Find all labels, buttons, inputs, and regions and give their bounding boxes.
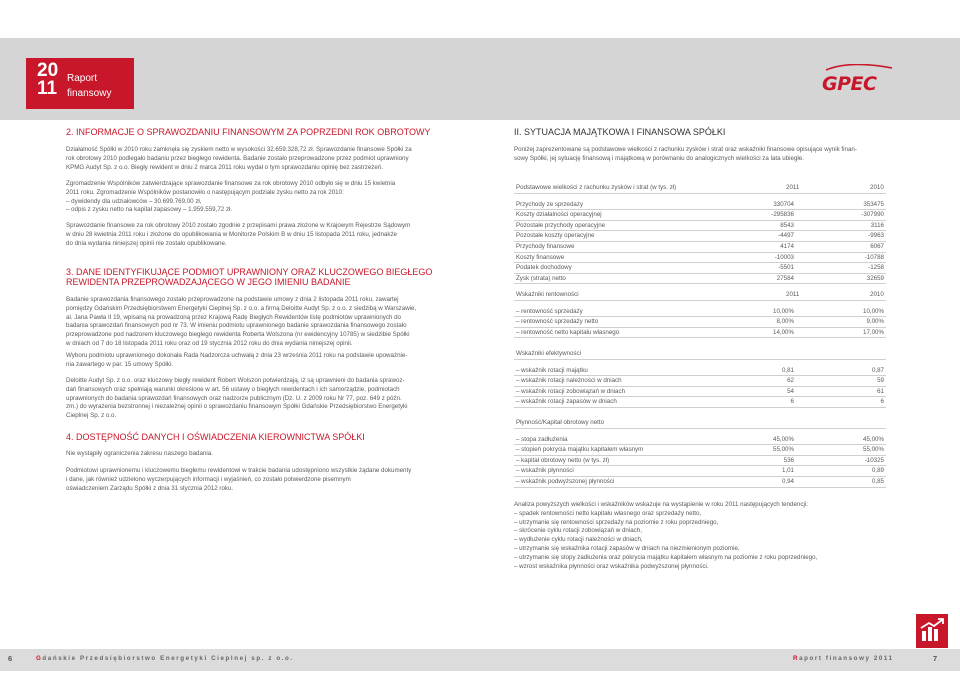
text-line: i dane, jak również udzielono wyczerpujących informacji i wyjaśnień, co zostało potwierdzone pisemnym (66, 475, 351, 483)
section-3-paragraph-1 (66, 296, 446, 349)
page-number-left: 6 (8, 654, 13, 663)
text-line: – utrzymanie się rentowności sprzedaży na poziomie z roku poprzedniego, (514, 518, 719, 526)
table-header-row (514, 290, 886, 301)
text-line: oświadczeniem Zarządu Spółki z dnia 31 stycznia 2012 roku. (66, 484, 234, 492)
section-3-title-line-1: 3. DANE IDENTYFIKUJĄCE PODMIOT UPRAWNIONY ORAZ KLUCZOWEGO BIEGŁEGO (66, 267, 433, 277)
table-row: – wskaźnik rotacji zapasów w dniach 6 6 (514, 397, 886, 408)
profitability-table (514, 290, 886, 338)
text-line: Działalność Spółki w 2010 roku zamknęła się zyskiem netto w wysokości 32.659.328,72 zł. Sprawozdanie finansowe Spółki za (66, 146, 412, 153)
text-line: Poniżej zaprezentowane są podstawowe wielkości z rachunku zysków i strat oraz wskaźniki finansowe opisujące wynik finan- (514, 146, 857, 153)
text-line: badania sprawozdań finansowych pod nr 73. W imieniu podmiotu uprawnionego badanie sprawozdania finansowego zostało (66, 322, 407, 330)
gpec-logo-text: GPEC (822, 73, 877, 95)
table-header-2011: 2011 (786, 291, 800, 298)
text-line: – odpis z zysku netto na kapitał zapasowy – 1.959.559,72 zł. (66, 206, 233, 214)
table-row: – wskaźnik rotacji majątku 0,81 0,87 (514, 366, 886, 377)
table-row: – wskaźnik podwyższonej płynności 0,94 0,85 (514, 477, 886, 488)
text-line: – utrzymanie się stopy zadłużenia oraz pokrycia majątku kapitałem własnym na poziomie z roku poprzedniego, (514, 553, 818, 561)
table-row: Pozostałe przychody operacyjne 8543 3116 (514, 221, 886, 232)
footer-report-title: Raport finansowy 2011 (793, 655, 894, 662)
table-header-label: Wskaźniki efektywności (516, 350, 581, 357)
gpec-logo (820, 64, 898, 100)
text-line: – dywidendy dla udziałowców – 30.699.769,00 zł, (66, 197, 202, 205)
text-line: pomiędzy Gdańskim Przedsiębiorstwem Energetyki Cieplnej Sp. z o.o. a firmą Deloitte Audyt Sp. z o.o. z siedzibą w Warszawie, (66, 304, 417, 312)
text-line: – spadek rentowności netto kapitału własnego oraz sprzedaży netto, (514, 509, 702, 517)
table-row: – wskaźnik rotacji zobowiązań w dniach 54 61 (514, 387, 886, 398)
logo-word-top: Raport (67, 73, 98, 84)
text-line: nia zawartego w par. 15 umowy Spółki. (66, 360, 173, 368)
table-row: – kapitał obrotowy netto (w tys. zł) 536 -10325 (514, 456, 886, 467)
page-number-right: 7 (933, 654, 938, 663)
text-line: Podmiotowi uprawnionemu i kluczowemu biegłemu rewidentowi w trakcie badania udostępniono wszystkie żądane dokumenty (66, 467, 412, 474)
text-line: zm.) do wyrażenia bezstronnej i niezależnej opinii o sprawozdaniu finansowym Spółki Gdańskie Przedsiębiorstwo Energetyki (66, 403, 408, 411)
table-row: – rentowność netto kapitału własnego 14,00% 17,00% (514, 328, 886, 339)
table-row: Koszty finansowe -10003 -10788 (514, 253, 886, 264)
table-header-label: Płynność/Kapitał obrotowy netto (516, 419, 605, 426)
text-line: – skrócenie cyklu rotacji zobowiązań w dniach, (514, 527, 642, 535)
table-header-2011: 2011 (786, 184, 800, 191)
text-line: Cieplnej Sp. z o.o. (66, 412, 117, 420)
text-line: – utrzymanie się wskaźnika rotacji zapasów w dniach na niezmienionym poziomie, (514, 544, 740, 552)
table-row: Pozostałe koszty operacyjne -4497 -9963 (514, 231, 886, 242)
section-2-paragraph-1 (66, 146, 446, 172)
logo-word-bottom: finansowy (67, 88, 112, 99)
analysis-summary (514, 501, 894, 571)
text-line: Sprawozdanie finansowe za rok obrotowy 2010 zostało zgodnie z przepisami prawa złożone w Krajowym Rejestrze Sądowym (66, 222, 411, 229)
table-row: – wskaźnik płynności 1,01 0,89 (514, 466, 886, 477)
table-header-label: Wskaźniki rentowności (516, 291, 579, 298)
table-row: Zysk (strata) netto 27584 32659 (514, 274, 886, 285)
section-4-paragraph-2 (66, 467, 446, 493)
table-row: – stopień pokrycia majątku kapitałem własnym 55,00% 55,00% (514, 445, 886, 456)
section-3-title-line-2: REWIDENTA PRZEPROWADZAJĄCEGO W JEGO IMIENIU BADANIE (66, 277, 351, 287)
text-line: Badanie sprawozdania finansowego zostało przeprowadzone na podstawie umowy z dnia 2 listopada 2011 roku, zawartej (66, 296, 399, 303)
text-line: w dniu 28 kwietnia 2011 roku i złożone do opublikowania w Monitorze Polskim B w dniu 15 listopada 2011 roku, jednakże (66, 230, 397, 238)
table-header-row (514, 183, 886, 194)
section-3-paragraph-3 (66, 377, 446, 421)
text-line: KPMG Audyt Sp. z o.o. Biegły rewident w dniu 2 marca 2011 roku wydał o tym sprawozdaniu opinię bez zastrzeżeń. (66, 163, 383, 171)
table-row: Koszty działalności operacyjnej -295836 -307990 (514, 210, 886, 221)
table-row: – rentowność sprzedaży netto 8,00% 9,00% (514, 317, 886, 328)
text-line: Deloitte Audyt Sp. z o.o. oraz kluczowy biegły rewident Robert Wolszon potwierdzają, iż są uprawnieni do badania sprawoz- (66, 377, 405, 384)
income-statement-table (514, 183, 886, 284)
section-ii-intro (514, 146, 894, 164)
logo-year-bottom: 11 (37, 78, 58, 99)
report-logo (26, 58, 134, 109)
table-header-row (514, 418, 886, 429)
text-line: w dniach od 7 do 18 listopada 2011 roku oraz od 19 stycznia 2012 roku do dnia wydania niniejszej opinii. (66, 339, 353, 347)
table-row: Podatek dochodowy -5501 -1258 (514, 263, 886, 274)
table-header-row (514, 349, 886, 360)
logo-year-top: 20 (37, 60, 59, 81)
text-line: dań finansowych oraz spełniają warunki określone w art. 56 ustawy o biegłych rewidentach i ich samorządzie, podmiotach (66, 385, 400, 393)
text-line: al. Jana Pawła II 19, wpisaną na prowadzoną przez Krajową Radę Biegłych Rewidentów listę podmiotów uprawnionych do (66, 313, 402, 321)
text-line: do dnia wydania niniejszej opinii nie zostało opublikowane. (66, 239, 227, 247)
chart-up-icon (916, 614, 948, 648)
table-row: – wskaźnik rotacji należności w dniach 62 59 (514, 376, 886, 387)
section-2-title: 2. INFORMACJE O SPRAWOZDANIU FINANSOWYM ZA POPRZEDNI ROK OBROTOWY (66, 127, 431, 137)
liquidity-table (514, 418, 886, 488)
table-header-2010: 2010 (870, 291, 884, 298)
text-line: Wyboru podmiotu uprawnionego dokonała Rada Nadzorcza uchwałą z dnia 23 września 2011 roku na podstawie upoważnie- (66, 352, 408, 359)
header-band (0, 38, 960, 120)
table-row: – rentowność sprzedaży 10,00% 10,00% (514, 307, 886, 318)
table-header-2010: 2010 (870, 184, 884, 191)
text-line: Analiza powyższych wielkości i wskaźników wskazuje na wystąpienie w roku 2011 następujących tendencji: (514, 501, 808, 508)
text-line: przeprowadzone pod nadzorem kluczowego biegłego rewidenta Roberta Wolszona (nr ewidencyjny 10785) w siedzibie Spółki (66, 331, 410, 339)
text-line: sowy Spółki, jej sytuację finansową i majątkową w porównaniu do analogicznych wielkości za lata ubiegłe. (514, 154, 804, 162)
text-line: 2011 roku. Zgromadzenie Wspólników postanowiło o następującym podziale zysku netto za rok 2010: (66, 188, 344, 196)
section-3-title (66, 267, 446, 287)
table-row: Przychody finansowe 4174 6067 (514, 242, 886, 253)
section-4-title: 4. DOSTĘPNOŚĆ DANYCH I OŚWIADCZENIA KIEROWNICTWA SPÓŁKI (66, 432, 365, 442)
text-line: – wydłużenie cyklu rotacji należności w dniach, (514, 536, 643, 544)
section-4-paragraph-1: Nie wystąpiły ograniczenia zakresu naszego badania. (66, 450, 213, 457)
footer-company-name: Gdańskie Przedsiębiorstwo Energetyki Cieplnej sp. z o.o. (36, 655, 294, 662)
text-line: – wzrost wskaźnika płynności oraz wskaźnika podwyższonej płynności. (514, 562, 709, 570)
section-ii-title: II. SYTUACJA MAJĄTKOWA I FINANSOWA SPÓŁKI (514, 127, 726, 137)
efficiency-table (514, 349, 886, 408)
section-2-paragraph-2 (66, 180, 446, 215)
text-line: Zgromadzenie Wspólników zatwierdzające sprawozdanie finansowe za rok obrotowy 2010 odbyło się w dniu 15 kwietnia (66, 180, 396, 187)
table-header-label: Podstawowe wielkości z rachunku zysków i strat (w tys. zł) (516, 184, 677, 191)
table-row: – stopa zadłużenia 45,00% 45,00% (514, 435, 886, 446)
text-line: rok obrotowy 2010 podlegało badaniu przez biegłego rewidenta. Badanie zostało przeprowadzone przez podmiot uprawniony (66, 154, 409, 162)
section-2-paragraph-3 (66, 222, 446, 248)
text-line: uprawnionych do badania sprawozdań finansowych oraz nadzorze publicznym (Dz. U. z 2009 roku Nr 77, poz. 649 z późn. (66, 394, 402, 402)
table-row: Przychody ze sprzedaży 330704 353475 (514, 200, 886, 211)
section-3-paragraph-2 (66, 352, 446, 370)
